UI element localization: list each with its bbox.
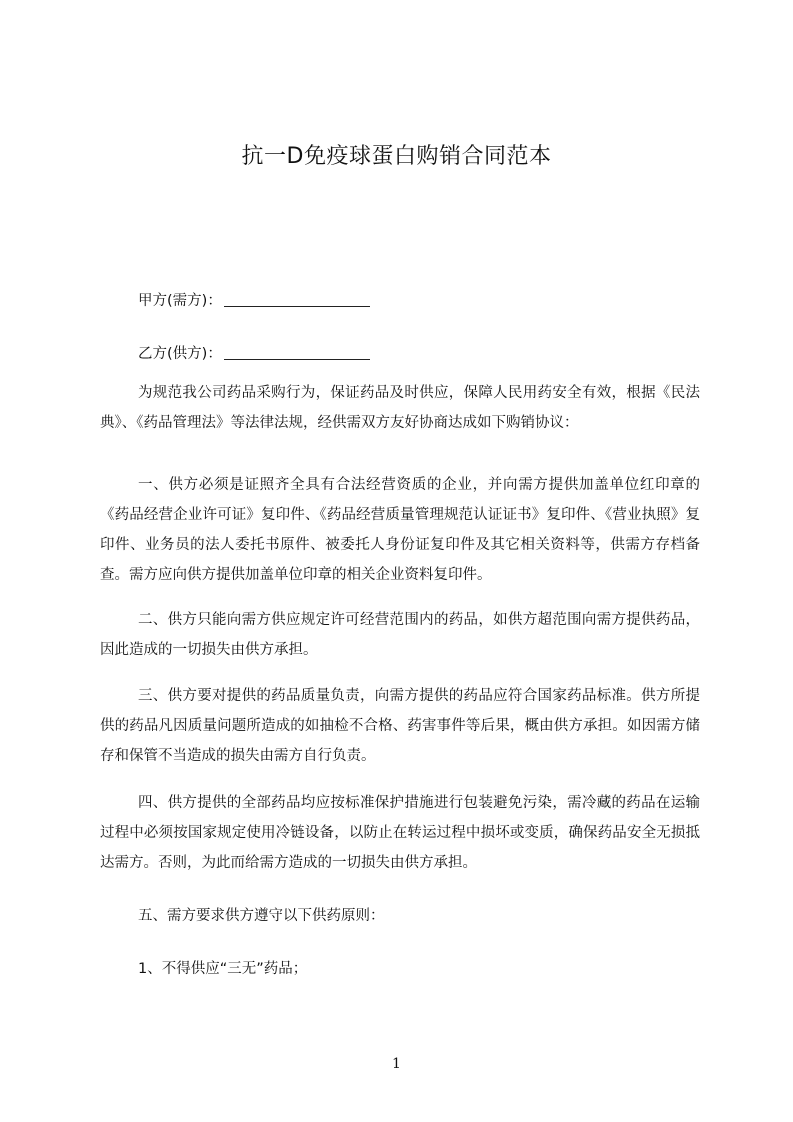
clause-1-paragraph: 一、供方必须是证照齐全具有合法经营资质的企业，并向需方提供加盖单位红印章的《药品经营企业许可证》复印件、《药品经营质量管理规范认证证书》复印件、《营业执照》复印件、业务员的法人委托书原件、被委托人身份证复印件及其它相关资料等，供需方存档备查。需方应向供方提供加盖单位印章的相关企业资料复印件。 bbox=[100, 477, 700, 583]
principle-1-item: 1、不得供应“三无”药品； bbox=[138, 961, 308, 977]
party-a-label: 甲方(需方)： bbox=[138, 293, 222, 309]
party-a-field bbox=[138, 289, 370, 313]
party-b-field bbox=[138, 342, 370, 366]
party-b-label: 乙方(供方)： bbox=[138, 346, 222, 362]
party-b-blank-line bbox=[224, 342, 370, 360]
party-a-blank-line bbox=[224, 289, 370, 307]
clause-2-paragraph: 二、供方只能向需方供应规定许可经营范围内的药品，如供方超范围向需方提供药品，因此造成的一切损失由供方承担。 bbox=[100, 612, 700, 658]
document-title: 抗一D免疫球蛋白购销合同范本 bbox=[241, 144, 552, 169]
clause-3-paragraph: 三、供方要对提供的药品质量负责，向需方提供的药品应符合国家药品标准。供方所提供的药品凡因质量问题所造成的如抽检不合格、药害事件等后果，概由供方承担。如因需方储存和保管不当造成的损失由需方自行负责。 bbox=[100, 688, 700, 764]
clause-5-heading: 五、需方要求供方遵守以下供药原则： bbox=[138, 908, 385, 924]
clause-4-paragraph: 四、供方提供的全部药品均应按标准保护措施进行包装避免污染，需冷藏的药品在运输过程中必须按国家规定使用冷链设备，以防止在转运过程中损坏或变质，确保药品安全无损抵达需方。否则，为此而给需方造成的一切损失由供方承担。 bbox=[100, 795, 700, 871]
page-number: 1 bbox=[392, 1056, 401, 1072]
preamble-paragraph: 为规范我公司药品采购行为，保证药品及时供应，保障人民用药安全有效，根据《民法典》、《药品管理法》等法律法规，经供需双方友好协商达成如下购销协议： bbox=[100, 385, 700, 431]
